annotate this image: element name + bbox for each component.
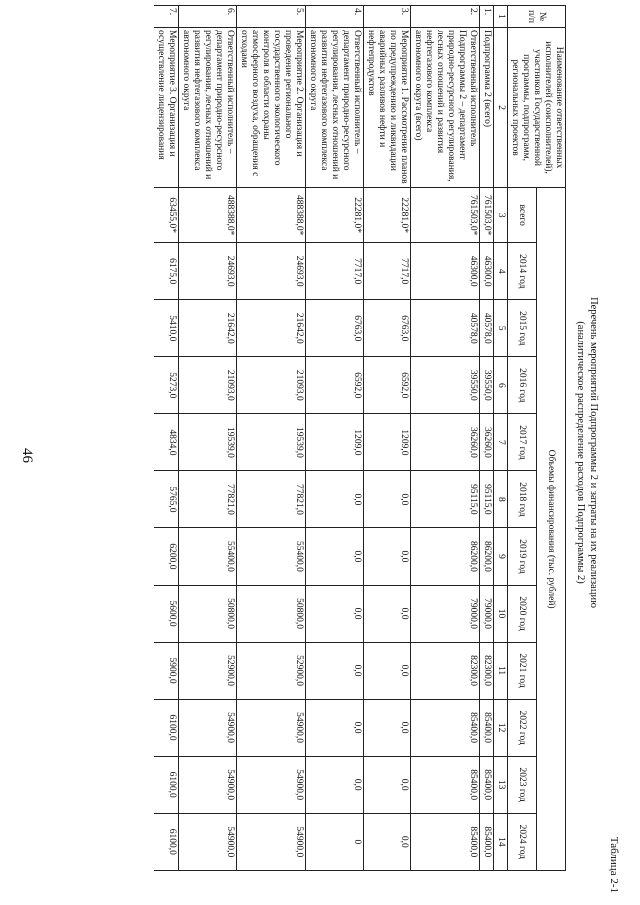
cell-total: 761503,0*	[411, 188, 480, 243]
header-year: 2019 год	[508, 528, 537, 585]
cell-year-value: 40578,0	[411, 300, 480, 357]
cell-year-value: 5600,0	[154, 585, 179, 642]
column-number: 11	[494, 642, 508, 699]
cell-year-value: 85400,0	[480, 756, 494, 813]
cell-total: 761503,0*	[480, 188, 494, 243]
cell-year-value: 82300,0	[411, 642, 480, 699]
cell-total: 488388,0*	[179, 188, 237, 243]
cell-year-value: 36260,0	[411, 414, 480, 471]
cell-year-value: 5900,0	[154, 642, 179, 699]
cell-year-value: 1209,0	[306, 414, 364, 471]
cell-year-value: 39550,0	[480, 357, 494, 414]
cell-year-value: 54900,0	[179, 813, 237, 870]
cell-year-value: 50800,0	[237, 585, 306, 642]
page-number: 46	[19, 448, 35, 463]
cell-year-value: 54900,0	[237, 813, 306, 870]
cell-year-value: 0,0	[306, 585, 364, 642]
cell-year-value: 21642,0	[179, 300, 237, 357]
row-number: 6.	[179, 6, 237, 28]
cell-year-value: 40578,0	[480, 300, 494, 357]
row-name: Мероприятие 2. Организация и проведение регионального государственного экологического контроля в области охраны атмосферного воздуха, обращения с отходами	[237, 28, 306, 188]
cell-year-value: 4834,0	[154, 414, 179, 471]
cell-year-value: 6100,0	[154, 813, 179, 870]
header-funding: Объемы финансирования (тыс. рублей)	[537, 188, 566, 871]
header-year: 2017 год	[508, 414, 537, 471]
cell-year-value: 24693,0	[237, 243, 306, 300]
column-number: 5	[494, 300, 508, 357]
column-number: 4	[494, 243, 508, 300]
column-number: 8	[494, 471, 508, 528]
row-name: Ответственный исполнитель – департамент природно-ресурсного регулирования, лесных отношений и развития нефтегазового комплекса автономного округа	[179, 28, 237, 188]
cell-year-value: 85400,0	[480, 699, 494, 756]
cell-year-value: 55400,0	[237, 528, 306, 585]
cell-year-value: 5410,0	[154, 300, 179, 357]
cell-year-value: 46300,0	[411, 243, 480, 300]
cell-year-value: 0,0	[364, 813, 411, 870]
cell-year-value: 6592,0	[306, 357, 364, 414]
cell-year-value: 21093,0	[237, 357, 306, 414]
cell-year-value: 82300,0	[480, 642, 494, 699]
cell-year-value: 6592,0	[364, 357, 411, 414]
column-number: 13	[494, 756, 508, 813]
header-year: 2023 год	[508, 756, 537, 813]
cell-year-value: 0,0	[306, 471, 364, 528]
cell-year-value: 79000,0	[411, 585, 480, 642]
cell-year-value: 5765,0	[154, 471, 179, 528]
column-number: 10	[494, 585, 508, 642]
cell-year-value: 77821,0	[179, 471, 237, 528]
row-name: Подпрограмма 2 (всего)	[480, 28, 494, 188]
cell-total: 22281,0*	[306, 188, 364, 243]
column-number: 9	[494, 528, 508, 585]
cell-year-value: 77821,0	[237, 471, 306, 528]
cell-year-value: 6763,0	[306, 300, 364, 357]
funding-table	[154, 5, 566, 871]
cell-year-value: 6763,0	[364, 300, 411, 357]
header-name: Наименование ответственных исполнителей (соисполнителей), участников Государственной программы, подпрограмм, региональных проектов	[508, 28, 566, 188]
table-heading	[574, 0, 600, 905]
cell-year-value: 85400,0	[411, 756, 480, 813]
cell-year-value: 19539,0	[237, 414, 306, 471]
cell-year-value: 0,0	[306, 756, 364, 813]
row-number: 4.	[306, 6, 364, 28]
cell-year-value: 0,0	[364, 756, 411, 813]
cell-year-value: 1209,0	[364, 414, 411, 471]
cell-year-value: 0,0	[306, 642, 364, 699]
table-row	[411, 6, 480, 871]
column-number: 7	[494, 414, 508, 471]
table-row	[480, 6, 494, 871]
cell-year-value: 85400,0	[411, 813, 480, 870]
table-row	[364, 6, 411, 871]
cell-year-value: 0,0	[364, 528, 411, 585]
cell-year-value: 24693,0	[179, 243, 237, 300]
cell-year-value: 7717,0	[306, 243, 364, 300]
cell-year-value: 0,0	[306, 528, 364, 585]
cell-year-value: 54900,0	[179, 756, 237, 813]
cell-year-value: 55400,0	[179, 528, 237, 585]
header-year: 2015 год	[508, 300, 537, 357]
table-row	[306, 6, 364, 871]
header-year: 2018 год	[508, 471, 537, 528]
cell-year-value: 36260,0	[480, 414, 494, 471]
cell-year-value: 0,0	[306, 699, 364, 756]
header-total: всего	[508, 188, 537, 243]
cell-year-value: 50800,0	[179, 585, 237, 642]
header-year: 2021 год	[508, 642, 537, 699]
cell-year-value: 79000,0	[480, 585, 494, 642]
cell-year-value: 52900,0	[179, 642, 237, 699]
cell-year-value: 54900,0	[179, 699, 237, 756]
cell-year-value: 85400,0	[411, 699, 480, 756]
cell-year-value: 54900,0	[237, 756, 306, 813]
cell-year-value: 6100,0	[154, 699, 179, 756]
cell-year-value: 86200,0	[480, 528, 494, 585]
column-number: 3	[494, 188, 508, 243]
header-number: № п/п	[508, 6, 566, 28]
column-number: 2	[494, 28, 508, 188]
cell-year-value: 85400,0	[480, 813, 494, 870]
cell-year-value: 19539,0	[179, 414, 237, 471]
header-year: 2020 год	[508, 585, 537, 642]
cell-year-value: 39550,0	[411, 357, 480, 414]
cell-year-value: 21093,0	[179, 357, 237, 414]
cell-year-value: 86200,0	[411, 528, 480, 585]
cell-total: 22281,0*	[364, 188, 411, 243]
column-number: 12	[494, 699, 508, 756]
cell-total: 63455,0*	[154, 188, 179, 243]
header-year: 2016 год	[508, 357, 537, 414]
column-number: 14	[494, 813, 508, 870]
column-number: 1	[494, 6, 508, 28]
cell-year-value: 6200,0	[154, 528, 179, 585]
cell-year-value: 6175,0	[154, 243, 179, 300]
row-number: 3.	[364, 6, 411, 28]
table-row	[179, 6, 237, 871]
cell-year-value: 0,0	[364, 471, 411, 528]
row-name: Ответственный исполнитель Подпрограммы 2 – департамент природно-ресурсного регулирования, лесных отношений и развития нефтегазового комплекса автономного округа (всего)	[411, 28, 480, 188]
cell-year-value: 52900,0	[237, 642, 306, 699]
row-number: 2.	[411, 6, 480, 28]
table-row	[154, 6, 179, 871]
cell-total: 488388,0*	[237, 188, 306, 243]
heading-line-1: Перечень мероприятий Подпрограммы 2 и затраты на их реализацию	[588, 297, 599, 608]
row-name: Мероприятие 1. Рассмотрение планов по предупреждению и ликвидации аварийных разливов нефти и нефтепродуктов	[364, 28, 411, 188]
heading-line-2: (аналитическое распределение расходов Подпрограммы 2)	[575, 321, 586, 584]
row-name: Мероприятие 3. Организация и осуществление лицензирования	[154, 28, 179, 188]
cell-year-value: 95115,0	[411, 471, 480, 528]
row-number: 7.	[154, 6, 179, 28]
table-label: Таблица 2-1	[608, 836, 620, 893]
row-name: Ответственный исполнитель – департамент природно-ресурсного регулирования, лесных отношений и развития нефтегазового комплекса автономного округа	[306, 28, 364, 188]
cell-year-value: 46300,0	[480, 243, 494, 300]
cell-year-value: 0,0	[364, 642, 411, 699]
cell-year-value: 7717,0	[364, 243, 411, 300]
cell-year-value: 0	[306, 813, 364, 870]
cell-year-value: 95115,0	[480, 471, 494, 528]
cell-year-value: 5273,0	[154, 357, 179, 414]
header-year: 2022 год	[508, 699, 537, 756]
header-year: 2024 год	[508, 813, 537, 870]
row-number: 5.	[237, 6, 306, 28]
cell-year-value: 54900,0	[237, 699, 306, 756]
table-row	[237, 6, 306, 871]
cell-year-value: 0,0	[364, 585, 411, 642]
cell-year-value: 0,0	[364, 699, 411, 756]
header-year: 2014 год	[508, 243, 537, 300]
column-number: 6	[494, 357, 508, 414]
cell-year-value: 6100,0	[154, 756, 179, 813]
row-number: 1.	[480, 6, 494, 28]
cell-year-value: 21642,0	[237, 300, 306, 357]
